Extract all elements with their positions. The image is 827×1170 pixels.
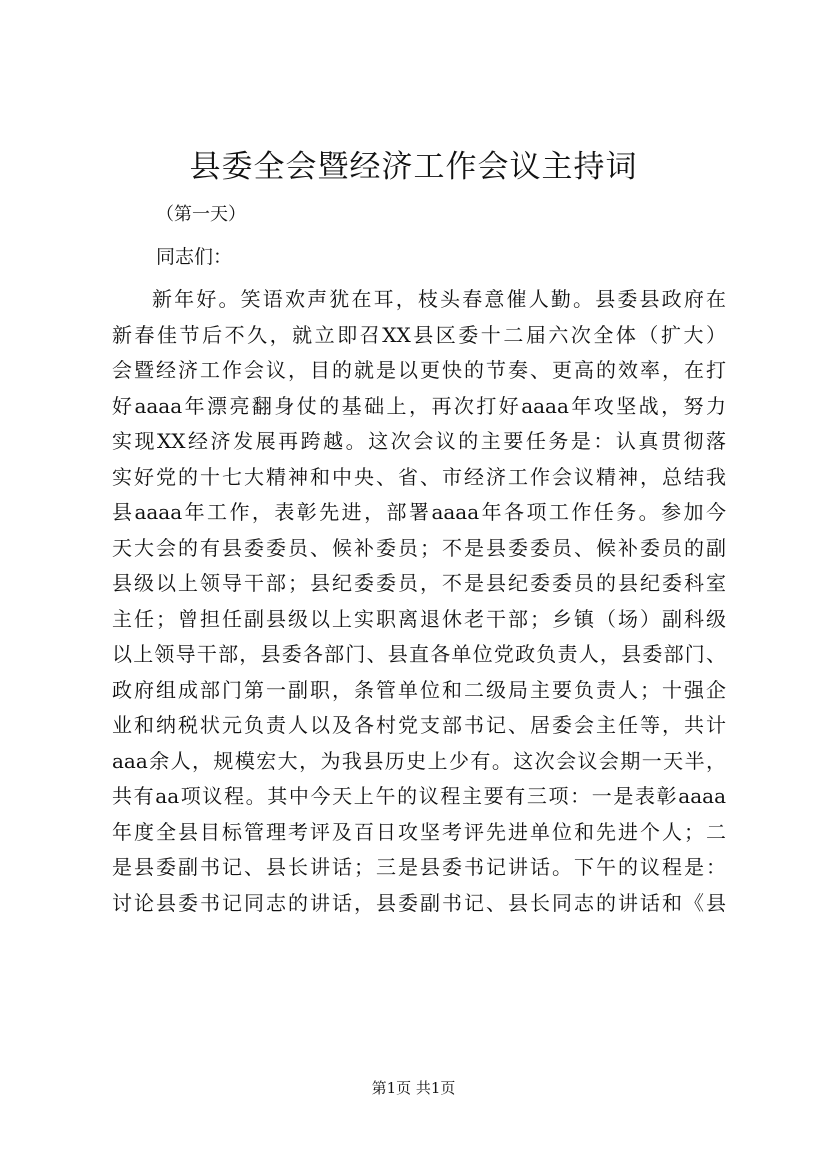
body-paragraph <box>112 282 726 921</box>
body-line: 讨论县委书记同志的讲话，县委副书记、县长同志的讲话和《县 <box>112 890 726 915</box>
body-line: 县aaaa年工作，表彰先进，部署aaaa年各项工作任务。参加今 <box>112 500 726 524</box>
document-subtitle: （第一天） <box>156 204 246 225</box>
body-line: 主任；曾担任副县级以上实职离退休老干部；乡镇（场）副科级 <box>112 606 726 631</box>
body-line: 以上领导干部，县委各部门、县直各单位党政负责人，县委部门、 <box>112 642 726 666</box>
body-line: 是县委副书记、县长讲话；三是县委书记讲话。下午的议程是： <box>112 855 726 879</box>
page-footer: 第1页 共1页 <box>371 1079 456 1097</box>
body-line: 会暨经济工作会议，目的就是以更快的节奏、更高的效率，在打 <box>112 358 726 382</box>
body-line: aaa余人，规模宏大，为我县历史上少有。这次会议会期一天半， <box>112 748 726 773</box>
body-line: 好aaaa年漂亮翻身仗的基础上，再次打好aaaa年攻坚战，努力 <box>112 393 726 418</box>
document-title: 县委全会暨经济工作会议主持词 <box>189 149 638 185</box>
body-line: 政府组成部门第一副职，条管单位和二级局主要负责人；十强企 <box>112 677 726 702</box>
body-line: 实好党的十七大精神和中央、省、市经济工作会议精神，总结我 <box>112 464 726 489</box>
body-line: 县级以上领导干部；县纪委委员，不是县纪委委员的县纪委科室 <box>112 571 726 595</box>
body-line: 天大会的有县委委员、候补委员；不是县委委员、候补委员的副 <box>112 535 726 560</box>
body-line: 新春佳节后不久，就立即召XX县区委十二届六次全体（扩大） <box>112 322 726 347</box>
body-line: 业和纳税状元负责人以及各村党支部书记、居委会主任等，共计 <box>112 713 726 737</box>
body-line: 新年好。笑语欢声犹在耳，枝头春意催人勤。县委县政府在 <box>152 287 726 311</box>
body-line: 实现XX经济发展再跨越。这次会议的主要任务是：认真贯彻落 <box>112 429 726 453</box>
body-line: 年度全县目标管理考评及百日攻坚考评先进单位和先进个人；二 <box>112 819 726 844</box>
body-line: 共有aa项议程。其中今天上午的议程主要有三项：一是表彰aaaa <box>112 784 726 808</box>
salutation: 同志们： <box>156 246 233 268</box>
